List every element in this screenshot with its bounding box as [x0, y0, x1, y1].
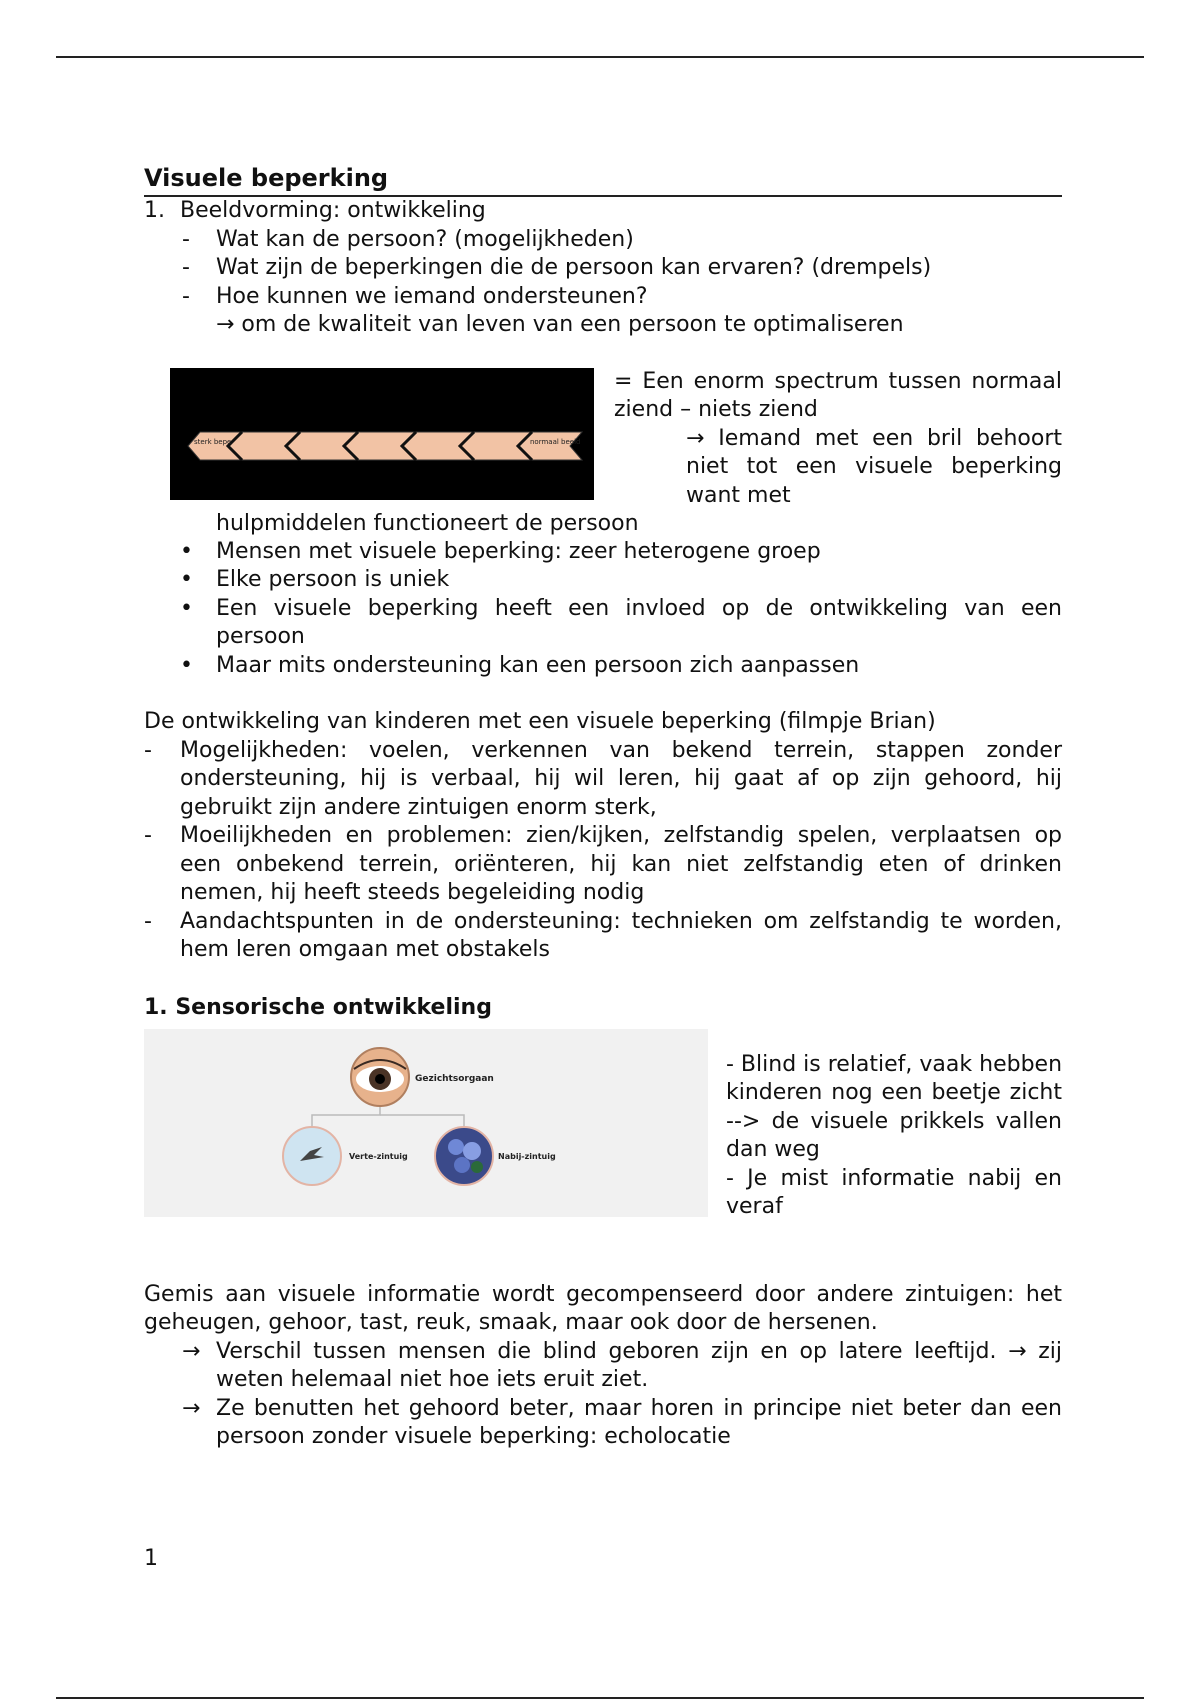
- senses-diagram: [144, 1029, 708, 1217]
- spectrum-note: → Iemand met een bril behoort niet tot een visuele beperking want met: [686, 425, 1062, 508]
- list-item-text: Mogelijkheden: voelen, verkennen van bekend terrein, stappen zonder ondersteuning, hij is verbaal, hij wil leren, hij gaat af op zijn gehoord, hij gebruikt zijn andere zintuigen enorm sterk,: [180, 737, 1062, 820]
- sensory-note-1: - Blind is relatief, vaak hebben kinderen nog een beetje zicht --> de visuele prikkels vallen dan weg: [726, 1051, 1063, 1162]
- list-item: [144, 1395, 1062, 1452]
- list-item: [144, 538, 1062, 567]
- chevron-arrow-graphic: [170, 368, 594, 500]
- list-item-text: Wat kan de persoon? (mogelijkheden): [216, 226, 634, 252]
- list-item-text: Aandachtspunten in de ondersteuning: technieken om zelfstandig te worden, hem leren omgaan met obstakels: [180, 908, 1062, 962]
- section-heading: 1. Sensorische ontwikkeling: [144, 994, 492, 1020]
- list-item: [144, 908, 1062, 965]
- diagram-label-left: Verte-zintuig: [349, 1151, 408, 1161]
- dash-marker: -: [182, 226, 190, 252]
- spectrum-definition: = Een enorm spectrum tussen normaal ziend – niets ziend: [614, 368, 1062, 422]
- list-item: [144, 283, 1062, 312]
- list-item: [144, 566, 1062, 595]
- list-item: [144, 737, 1062, 823]
- list-item: [144, 652, 1062, 681]
- arrow-note: → om de kwaliteit van leven van een persoon te optimaliseren: [216, 312, 904, 337]
- list-item: [144, 226, 1062, 255]
- arrow-marker: →: [182, 1338, 201, 1364]
- arrow-marker: →: [182, 1395, 201, 1421]
- list-item-text: Hoe kunnen we iemand ondersteunen?: [216, 283, 648, 309]
- development-intro: De ontwikkeling van kinderen met een visuele beperking (filmpje Brian): [144, 709, 936, 734]
- footer-rule: [56, 1697, 1144, 1699]
- senses-diagram-graphic: [144, 1029, 708, 1217]
- spectrum-note-tail: hulpmiddelen functioneert de persoon: [216, 510, 639, 536]
- list-item-text: Verschil tussen mensen die blind geboren zijn en op latere leeftijd. → zij weten helemaal niet hoe iets eruit ziet.: [216, 1338, 1062, 1392]
- bullet-marker: •: [180, 652, 193, 678]
- list-item-text: Maar mits ondersteuning kan een persoon zich aanpassen: [216, 652, 860, 678]
- section-number: 1.: [144, 198, 165, 223]
- list-item: [144, 254, 1062, 283]
- compensation-paragraph: Gemis aan visuele informatie wordt gecompenseerd door andere zintuigen: het geheugen, gehoor, tast, reuk, smaak, maar ook door de hersenen.: [144, 1281, 1062, 1335]
- diagram-label-top: Gezichtsorgaan: [415, 1073, 494, 1084]
- list-item: [144, 822, 1062, 908]
- list-item-text: Wat zijn de beperkingen die de persoon kan ervaren? (drempels): [216, 255, 932, 280]
- dash-marker: -: [144, 823, 152, 848]
- eye-icon: [351, 1048, 409, 1106]
- list-item-text: Ze benutten het gehoord beter, maar horen in principe niet beter dan een persoon zonder visuele beperking: echolocatie: [216, 1395, 1062, 1449]
- document-page: [144, 162, 1062, 1452]
- list-item-text: Elke persoon is uniek: [216, 567, 450, 592]
- page-title: Visuele beperking: [144, 162, 1062, 197]
- spectrum-block: [144, 368, 1062, 538]
- spectrum-left-label: sterk bepe: [194, 437, 232, 446]
- dash-marker: -: [144, 908, 152, 934]
- bullet-marker: •: [180, 595, 193, 621]
- list-item-text: Moeilijkheden en problemen: zien/kijken, zelfstandig spelen, verplaatsen op een onbekend terrein, oriënteren, hij kan niet zelfstandig eten of drinken nemen, hij heeft steeds begeleiding nodig: [180, 823, 1062, 905]
- bullet-marker: •: [180, 538, 193, 564]
- list-item: [144, 595, 1062, 652]
- bullet-list: [144, 538, 1062, 681]
- spectrum-image: [170, 368, 594, 500]
- flower-icon: [435, 1127, 493, 1185]
- list-item: [144, 1338, 1062, 1395]
- page-number: 1: [144, 1546, 158, 1571]
- list-item-text: Mensen met visuele beperking: zeer heterogene groep: [216, 538, 821, 564]
- section-heading-text: Beeldvorming: ontwikkeling: [180, 198, 486, 223]
- header-rule: [56, 56, 1144, 58]
- bullet-marker: •: [180, 567, 193, 592]
- sensory-notes: [726, 1051, 1062, 1222]
- sky-bird-icon: [283, 1127, 341, 1185]
- sensory-block: [144, 1029, 1062, 1229]
- section-heading: [144, 197, 1062, 226]
- dash-marker: -: [182, 283, 190, 309]
- list-item-text: Een visuele beperking heeft een invloed op de ontwikkeling van een persoon: [216, 595, 1062, 649]
- sensory-note-2: - Je mist informatie nabij en veraf: [726, 1165, 1062, 1219]
- dash-marker: -: [144, 737, 152, 763]
- spectrum-right-label: normaal beeld: [530, 437, 581, 446]
- diagram-label-right: Nabij-zintuig: [498, 1151, 556, 1161]
- dash-marker: -: [182, 255, 190, 280]
